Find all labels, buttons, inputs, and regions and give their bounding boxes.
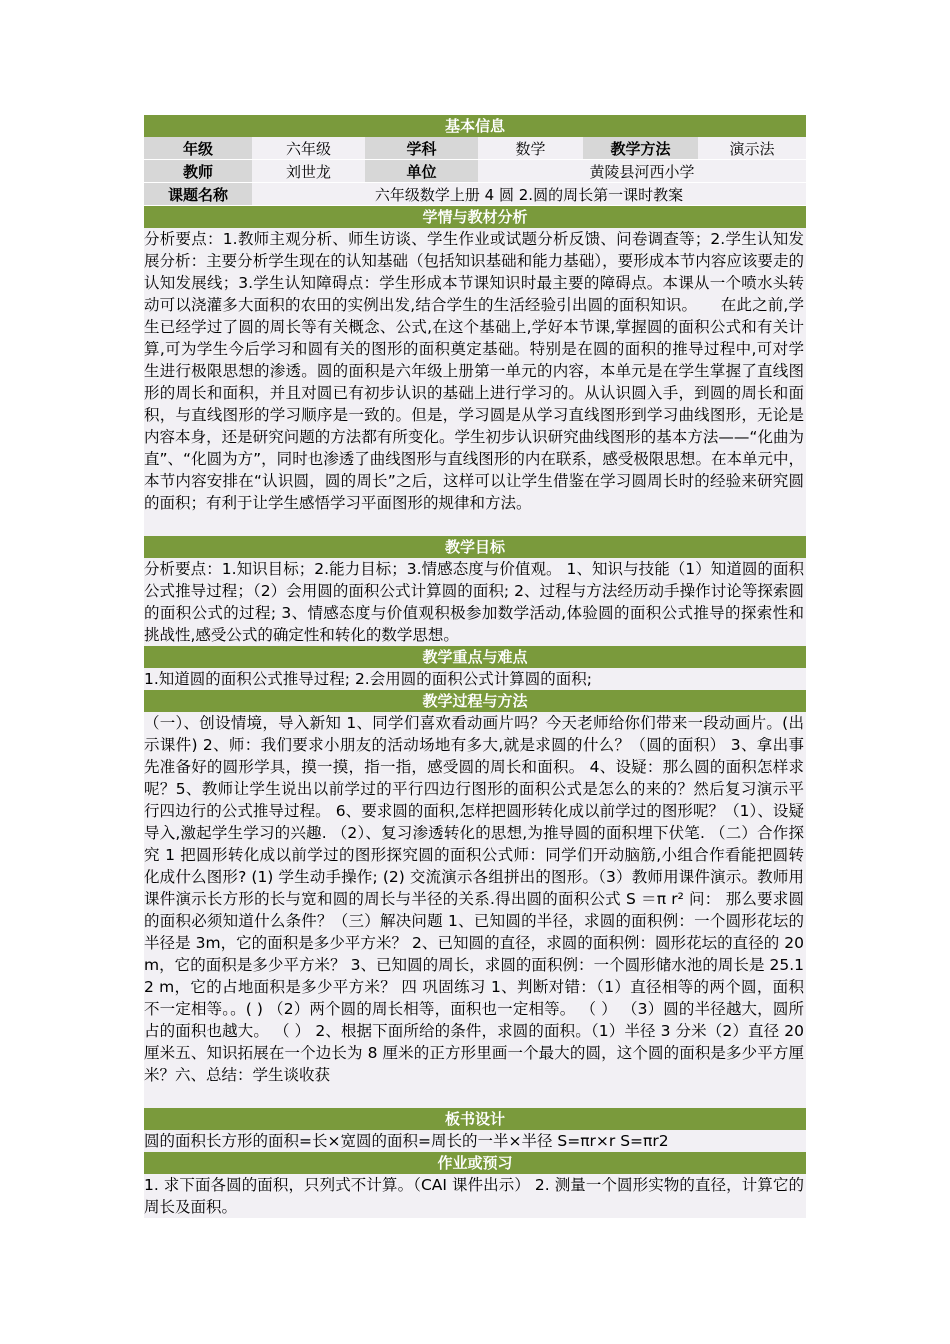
method-value: 演示法 [698, 137, 806, 160]
section-header-analysis: 学情与教材分析 [144, 206, 806, 228]
subject-label: 学科 [365, 137, 478, 160]
unit-value: 黄陵县河西小学 [478, 160, 806, 183]
info-row-teacher-unit [144, 160, 806, 183]
info-row-grade-subject-method [144, 137, 806, 160]
teacher-value: 刘世龙 [252, 160, 365, 183]
section-header-board: 板书设计 [144, 1108, 806, 1130]
homework-text: 1. 求下面各圆的面积，只列式不计算。（CAI 课件出示） 2. 测量一个圆形实物的直径，计算它的周长及面积。 [144, 1176, 804, 1216]
basic-info-table [144, 137, 806, 206]
subject-value: 数学 [478, 137, 583, 160]
section-header-key-points: 教学重点与难点 [144, 646, 806, 668]
section-header-homework: 作业或预习 [144, 1152, 806, 1174]
section-header-basic-info: 基本信息 [144, 115, 806, 137]
goals-text: 分析要点：1.知识目标；2.能力目标；3.情感态度与价值观。 1、知识与技能（1）知道圆的面积公式推导过程；（2）会用圆的面积公式计算圆的面积; 2、过程与方法经历动手操作讨论等探索圆的面积公式的过程; 3、情感态度与价值观积极参加数学活动,体验圆的面积公式推导的探索性和挑战性,感受公式的确定性和转化的数学思想。 [144, 560, 804, 644]
lesson-title-value: 六年级数学上册 4 圆 2.圆的周长第一课时教案 [252, 183, 806, 206]
info-row-lesson-title [144, 183, 806, 206]
grade-value: 六年级 [252, 137, 365, 160]
analysis-text: 分析要点：1.教师主观分析、师生访谈、学生作业或试题分析反馈、问卷调查等；2.学生认知发展分析：主要分析学生现在的认知基础（包括知识基础和能力基础），要形成本节内容应该要走的认知发展线；3.学生认知障碍点：学生形成本节课知识时最主要的障碍点。本课从一个喷水头转动可以浇灌多大面积的农田的实例出发,结合学生的生活经验引出圆的面积知识。 在此之前,学生已经学过了圆的周长等有关概念、公式,在这个基础上,学好本节课,掌握圆的面积公式和有关计算,可为学生今后学习和圆有关的图形的面积奠定基础。特别是在圆的面积的推导过程中,可对学生进行极限思想的渗透。圆的面积是六年级上册第一单元的内容，本单元是在学生掌握了直线图形的周长和面积，并且对圆已有初步认识的基础上进行学习的。从认识圆入手，到圆的周长和面积，与直线图形的学习顺序是一致的。但是，学习圆是从学习直线图形到学习曲线图形，无论是内容本身，还是研究问题的方法都有所变化。学生初步认识研究曲线图形的基本方法——“化曲为直”、“化圆为方”，同时也渗透了曲线图形与直线图形的内在联系，感受极限思想。在本单元中，本节内容安排在“认识圆，圆的周长”之后，这样可以让学生借鉴在学习圆周长时的经验来研究圆的面积；有利于让学生感悟学习平面图形的规律和方法。 [144, 228, 806, 536]
teacher-label: 教师 [144, 160, 252, 183]
grade-label: 年级 [144, 137, 252, 160]
section-header-process: 教学过程与方法 [144, 690, 806, 712]
method-label: 教学方法 [583, 137, 698, 160]
unit-label: 单位 [365, 160, 478, 183]
process-text: （一）、创设情境，导入新知 1、同学们喜欢看动画片吗？今天老师给你们带来一段动画片。(出示课件) 2、师：我们要求小朋友的活动场地有多大,就是求圆的什么？（圆的面积） 3、拿出事先准备好的圆形学具，摸一摸，指一指，感受圆的周长和面积。 4、设疑：那么圆的面积怎样求呢？5、教师让学生说出以前学过的平行四边行图形的面积公式是怎么的来的？然后复习演示平行四边行的公式推导过程。 6、要求圆的面积,怎样把圆形转化成以前学过的图形呢？（1）、设疑导入,激起学生学习的兴趣. （2）、复习渗透转化的思想,为推导圆的面积埋下伏笔. （二）合作探究 1 把圆形转化成以前学过的图形探究圆的面积公式师：同学们开动脑筋,小组合作看能把圆转化成什么图形? (1) 学生动手操作; (2) 交流演示各组拼出的图形。（3）教师用课件演示。教师用课件演示长方形的长与宽和圆的周长与半径的关系.得出圆的面积公式 S ＝π r² 问： 那么要求圆的面积必须知道什么条件？（三）解决问题 1、已知圆的半径，求圆的面积例：一个圆形花坛的半径是 3m，它的面积是多少平方米？ 2、已知圆的直径，求圆的面积例：圆形花坛的直径的 20 m，它的面积是多少平方米？ 3、已知圆的周长，求圆的面积例：一个圆形储水池的周长是 25.12 m，它的占地面积是多少平方米？ 四 巩固练习 1、判断对错：（1）直径相等的两个圆，面积不一定相等。。( ) （2）两个圆的周长相等，面积也一定相等。 （ ） （3）圆的半径越大，圆所占的面积也越大。 （ ） 2、根据下面所给的条件，求圆的面积。（1）半径 3 分米（2）直径 20 厘米五、知识拓展在一个边长为 8 厘米的正方形里画一个最大的圆，这个圆的面积是多少平方厘米？六、总结：学生谈收获 [144, 712, 806, 1108]
key-points-text: 1.知道圆的面积公式推导过程; 2.会用圆的面积公式计算圆的面积; [144, 668, 806, 690]
lesson-plan-document [144, 115, 806, 1218]
lesson-title-label: 课题名称 [144, 183, 252, 206]
section-header-goals: 教学目标 [144, 536, 806, 558]
board-text: 圆的面积长方形的面积=长×宽圆的面积=周长的一半×半径 S=πr×r S=πr2 [144, 1130, 806, 1152]
